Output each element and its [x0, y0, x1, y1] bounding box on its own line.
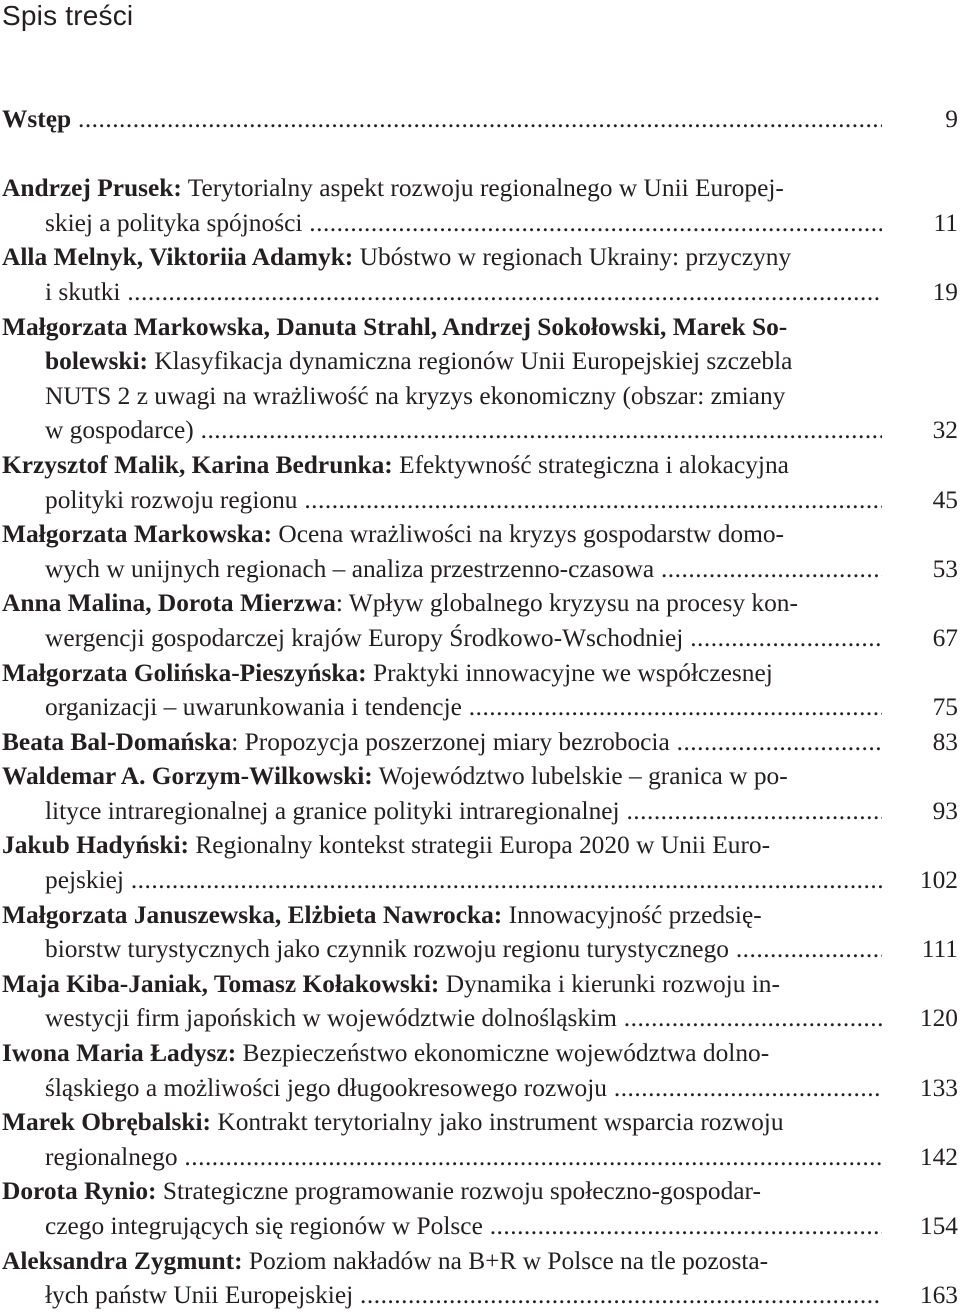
toc-entry-title-continued: organizacji – uwarunkowania i tendencje ..... — [45, 690, 882, 725]
toc-entry-author: Małgorzata Golińska-Pieszyńska: — [2, 658, 367, 687]
toc-entry-first-line — [2, 586, 882, 621]
toc-entry-title: : Wpływ globalnego kryzysu na procesy kon- — [335, 589, 798, 618]
toc-entry-first-line — [2, 1244, 882, 1279]
toc-entry-first-line — [2, 1105, 882, 1140]
toc-page-number: 9 — [945, 105, 958, 133]
toc-entry[interactable] — [2, 828, 958, 897]
toc-entry-title: Kontrakt terytorialny jako instrument wsparcia rozwoju — [211, 1108, 784, 1137]
toc-entry-first-line — [2, 759, 882, 794]
toc-page-number: 19 — [932, 277, 958, 306]
toc-entry-title: Praktyki innowacyjne we współczesnej — [366, 658, 773, 687]
toc-entry-title-continued: wergencji gospodarczej krajów Europy Środkowo-Wschodniej ..... — [45, 621, 882, 656]
toc-page-number: 11 — [933, 208, 958, 237]
table-of-contents — [2, 102, 958, 1313]
toc-entry[interactable] — [2, 517, 958, 586]
toc-entry-title-continued: regionalnego ..... — [45, 1140, 882, 1175]
toc-entry-author: Iwona Maria Ładysz: — [2, 1039, 237, 1068]
toc-page-number: 45 — [932, 485, 958, 514]
toc-entry-title: Strategiczne programowanie rozwoju społeczno-gospodar- — [156, 1177, 761, 1206]
toc-entry-first-line — [2, 310, 882, 345]
toc-entry[interactable] — [2, 725, 958, 760]
toc-entry-first-line — [2, 967, 882, 1002]
toc-entry-first-line — [2, 656, 882, 691]
toc-page-number: 154 — [919, 1212, 958, 1241]
toc-entry-title: Bezpieczeństwo ekonomiczne województwa dolno- — [236, 1039, 770, 1068]
toc-entry-title: Ubóstwo w regionach Ukrainy: przyczyny — [353, 243, 792, 272]
toc-entry-first-line — [2, 1174, 882, 1209]
toc-entry-author: Beata Bal-Domańska — [2, 727, 232, 756]
toc-entry-first-line — [2, 828, 882, 863]
toc-entry[interactable] — [2, 1244, 958, 1313]
toc-entry-wstep[interactable] — [2, 102, 958, 137]
toc-entry-author: Krzysztof Malik, Karina Bedrunka: — [2, 450, 393, 479]
toc-entry[interactable] — [2, 967, 958, 1036]
toc-entry[interactable] — [2, 1036, 958, 1105]
toc-page-number: 32 — [932, 416, 958, 445]
toc-page-number: 75 — [932, 693, 958, 722]
toc-entry-title-continued: w gospodarce) ..... — [45, 413, 882, 448]
toc-entry-first-line — [2, 240, 882, 275]
toc-page-number: 102 — [919, 866, 958, 895]
toc-entry-first-line — [2, 171, 882, 206]
toc-entry[interactable] — [2, 448, 958, 517]
toc-entry-title-continued: biorstw turystycznych jako czynnik rozwoju regionu turystycznego ..... — [45, 932, 882, 967]
toc-entry-author: Jakub Hadyński: — [2, 831, 189, 860]
toc-page-number: 133 — [919, 1073, 958, 1102]
toc-entry-title: Wstęp — [2, 105, 72, 133]
toc-page-number: 53 — [932, 554, 958, 583]
toc-page-number: 67 — [932, 623, 958, 652]
toc-entry-first-line — [2, 448, 882, 483]
toc-entry-title: Ocena wrażliwości na kryzys gospodarstw domo- — [272, 520, 784, 549]
toc-entry[interactable] — [2, 759, 958, 828]
toc-entry-title-continued: łych państw Unii Europejskiej ..... — [45, 1278, 882, 1313]
toc-entry-author: Dorota Rynio: — [2, 1177, 157, 1206]
toc-entry[interactable]: Małgorzata Markowska, Danuta Strahl, Andrzej Sokołowski, Marek So- bolewski: Klasyfikacja dynamiczna regionów Unii Europejskiej szczebla NUTS 2 z uwagi na wrażliwość na kryzys ekonomiczny (obszar: zmiany w gospodarce) ..... 32 — [2, 310, 958, 448]
toc-page-number: 111 — [921, 935, 958, 964]
toc-entry-title: : Propozycja poszerzonej miary bezrobocia — [231, 727, 670, 756]
toc-page-number: 163 — [919, 1281, 958, 1310]
toc-entry-first-line — [2, 517, 882, 552]
toc-entry-title-continued: skiej a polityka spójności ..... — [45, 206, 882, 241]
toc-entry-title-continued: wych w unijnych regionach – analiza przestrzenno-czasowa ..... — [45, 552, 882, 587]
toc-entry-author: Anna Malina, Dorota Mierzwa — [2, 589, 336, 618]
toc-entry-title-continued: czego integrujących się regionów w Polsce ..... — [45, 1209, 882, 1244]
toc-entry-title-continued: i skutki ..... — [45, 275, 882, 310]
toc-entry-author: Aleksandra Zygmunt: — [2, 1246, 243, 1275]
toc-entry-author: Waldemar A. Gorzym-Wilkowski: — [2, 762, 373, 791]
page-title: Spis treści — [2, 0, 134, 31]
toc-entry-title-continued: pejskiej ..... — [45, 863, 882, 898]
toc-entry-author: Marek Obrębalski: — [2, 1108, 212, 1137]
toc-entry-author: Maja Kiba-Janiak, Tomasz Kołakowski: — [2, 969, 440, 998]
toc-entry[interactable] — [2, 1174, 958, 1243]
toc-page-number: 120 — [919, 1004, 958, 1033]
toc-entry-title: Innowacyjność przedsię- — [502, 900, 762, 929]
toc-entry-title: Dynamika i kierunki rozwoju in- — [439, 969, 780, 998]
toc-page-number: 93 — [932, 796, 958, 825]
toc-entry[interactable] — [2, 898, 958, 967]
toc-entry-title: Województwo lubelskie – granica w po- — [372, 762, 788, 791]
toc-entry-title: Regionalny kontekst strategii Europa 2020 w Unii Euro- — [189, 831, 771, 860]
toc-entry-author: Alla Melnyk, Viktoriia Adamyk: — [2, 243, 354, 272]
toc-entry[interactable] — [2, 240, 958, 309]
toc-entry-title: Terytorialny aspekt rozwoju regionalnego w Unii Europej- — [181, 174, 784, 203]
toc-entry-author: Małgorzata Markowska, Danuta Strahl, Andrzej Sokołowski, Marek So- — [2, 312, 788, 341]
toc-entry-title-continued: śląskiego a możliwości jego długookresowego rozwoju ..... — [45, 1071, 882, 1106]
toc-entry-first-line — [2, 1036, 882, 1071]
toc-entry[interactable] — [2, 171, 958, 240]
toc-entry[interactable] — [2, 586, 958, 655]
toc-entry[interactable] — [2, 1105, 958, 1174]
toc-entry-author: Małgorzata Januszewska, Elżbieta Nawrocka: — [2, 900, 503, 929]
toc-entry-title-continued: polityki rozwoju regionu ..... — [45, 483, 882, 518]
toc-entry-title-continued: lityce intraregionalnej a granice polityki intraregionalnej ..... — [45, 794, 882, 829]
toc-entry-first-line — [2, 898, 882, 933]
toc-entry[interactable] — [2, 656, 958, 725]
toc-entry-title: Poziom nakładów na B+R w Polsce na tle pozosta- — [242, 1246, 769, 1275]
toc-entry-title: Efektywność strategiczna i alokacyjna — [392, 450, 789, 479]
toc-entry-author: Małgorzata Markowska: — [2, 520, 273, 549]
toc-entry-first-line — [2, 725, 882, 760]
toc-entry-title-continued: westycji firm japońskich w województwie dolnośląskim ..... — [45, 1001, 882, 1036]
toc-page-number: 142 — [919, 1142, 958, 1171]
toc-entry-author: Andrzej Prusek: — [2, 174, 182, 203]
toc-page-number: 83 — [932, 727, 958, 756]
